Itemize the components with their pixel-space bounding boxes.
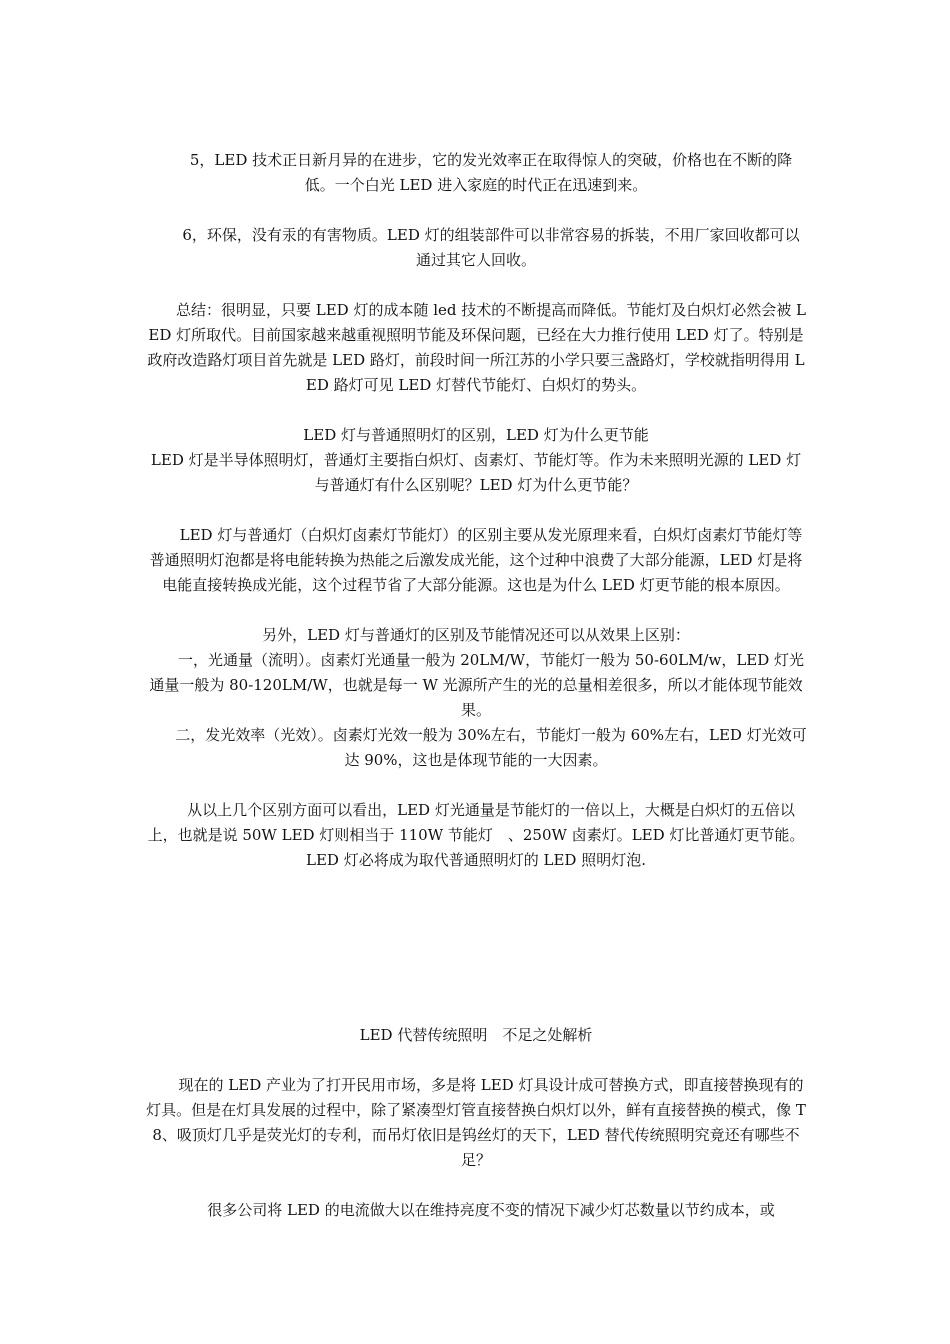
- paragraph-effect-intro: 另外，LED 灯与普通灯的区别及节能情况还可以从效果上区别：: [262, 626, 690, 644]
- paragraph-principle: LED 灯与普通灯（白炽灯卤素灯节能灯）的区别主要从发光原理来看，白炽灯卤素灯节能灯等普通照明灯泡都是将电能转换为热能之后激发成光能，这个过种中浪费了大部分能源，LED 灯是将电能直接转换成光能，这个过程节省了大部分能源。这也是为什么 LED 灯更节能的根本原因。: [149, 526, 803, 594]
- document-body: [145, 148, 807, 1223]
- paragraph-point-5: 5，LED 技术正日新月异的在进步，它的发光效率正在取得惊人的突破，价格也在不断的降低。一个白光 LED 进入家庭的时代正在迅速到来。: [189, 151, 793, 194]
- paragraph-cost-reduction: 很多公司将 LED 的电流做大以在维持亮度不变的情况下减少灯芯数量以节约成本，或: [207, 1201, 775, 1219]
- paragraph-luminous-efficiency: 二，发光效率（光效）。卤素灯光效一般为 30%左右，节能灯一般为 60%左右，LED 灯光效可达 90%，这也是体现节能的一大因素。: [175, 726, 807, 769]
- paragraph-led-intro: LED 灯是半导体照明灯，普通灯主要指白炽灯、卤素灯、节能灯等。作为未来照明光源的 LED 灯与普通灯有什么区别呢？LED 灯为什么更节能？: [150, 451, 802, 494]
- paragraph-market: 现在的 LED 产业为了打开民用市场，多是将 LED 灯具设计成可替换方式，即直接替换现有的灯具。但是在灯具发展的过程中，除了紧凑型灯管直接替换白炽灯以外，鲜有直接替换的模式，像 T8、吸顶灯几乎是荧光灯的专利，而吊灯依旧是钨丝灯的天下，LED 替代传统照明究竟还有哪些不足？: [146, 1076, 806, 1169]
- paragraph-conclusion: 从以上几个区别方面可以看出，LED 灯光通量是节能灯的一倍以上，大概是白炽灯的五倍以上，也就是说 50W LED 灯则相当于 110W 节能灯 、250W 卤素灯。LED 灯比普通灯更节能。LED 灯必将成为取代普通照明灯的 LED 照明灯泡.: [147, 801, 805, 869]
- paragraph-summary: 总结：很明显，只要 LED 灯的成本随 led 技术的不断提高而降低。节能灯及白炽灯必然会被 LED 灯所取代。目前国家越来越重视照明节能及环保问题，已经在大力推行使用 LED 灯了。特别是政府改造路灯项目首先就是 LED 路灯，前段时间一所江苏的小学只要三盏路灯，学校就指明得用 LED 路灯可见 LED 灯替代节能灯、白炽灯的势头。: [147, 301, 807, 394]
- section-title-led-vs-ordinary: LED 灯与普通照明灯的区别，LED 灯为什么更节能: [303, 426, 649, 444]
- paragraph-point-6: 6，环保，没有汞的有害物质。LED 灯的组装部件可以非常容易的拆装，不用厂家回收都可以通过其它人回收。: [182, 226, 800, 269]
- section-title-shortcomings: LED 代替传统照明 不足之处解析: [359, 1026, 593, 1044]
- paragraph-luminous-flux: 一，光通量（流明）。卤素灯光通量一般为 20LM/W，节能灯一般为 50-60LM/w，LED 灯光通量一般为 80-120LM/W，也就是每一 W 光源所产生的光的总量相差很多，所以才能体现节能效果。: [149, 651, 805, 719]
